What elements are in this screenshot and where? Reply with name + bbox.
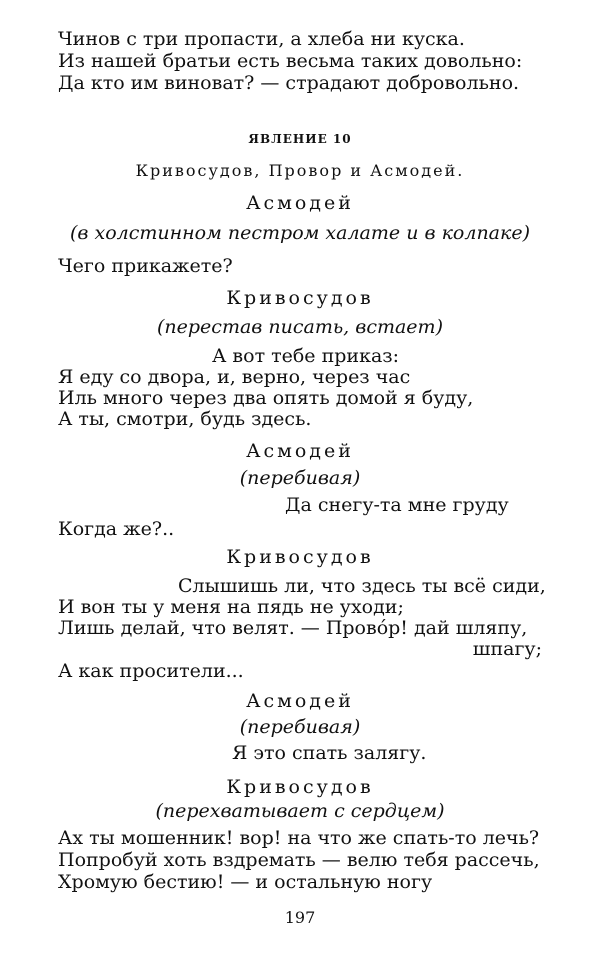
verse-line: шпагу; — [472, 638, 542, 660]
verse-line: Я это спать залягу. — [232, 742, 427, 764]
verse-line: Да кто им виноват? — страдают добровольно. — [58, 72, 520, 94]
page-number: 197 — [284, 908, 316, 927]
verse-line: Иль много через два опять домой я буду, — [58, 387, 474, 409]
speaker-name: Кривосудов — [226, 546, 374, 568]
stage-direction: (перехватывает с сердцем) — [155, 800, 445, 822]
verse-line: Я еду со двора, и, верно, через час — [58, 366, 411, 388]
speaker-name: Асмодей — [246, 440, 354, 462]
verse-line: Хромую бестию! — и остальную ногу — [58, 871, 433, 893]
verse-line: А ты, смотри, будь здесь. — [58, 408, 312, 430]
verse-line: Когда же?.. — [58, 518, 175, 540]
stage-direction: (в холстинном пестром халате и в колпаке) — [69, 222, 531, 244]
verse-line: Чего прикажете? — [58, 255, 233, 277]
speaker-name: Кривосудов — [226, 776, 374, 798]
speaker-name: Асмодей — [246, 192, 354, 214]
verse-line: Да снегу-та мне груду — [285, 494, 509, 516]
scene-heading: ЯВЛЕНИЕ 10 — [248, 132, 352, 146]
speaker-name: Асмодей — [246, 690, 354, 712]
verse-line: Ах ты мошенник! вор! на что же спать-то лечь? — [58, 827, 540, 849]
speaker-name: Кривосудов — [226, 287, 374, 309]
stage-direction: (перебивая) — [239, 716, 361, 738]
verse-line: А вот тебе приказ: — [212, 345, 400, 367]
verse-line: Чинов с три пропасти, а хлеба ни куска. — [58, 28, 465, 50]
stage-direction: (перебивая) — [239, 467, 361, 489]
verse-line: Попробуй хоть вздремать — велю тебя рассечь, — [58, 849, 540, 871]
cast-list: Кривосудов, Провор и Асмодей. — [135, 161, 465, 180]
verse-line: Из нашей братьи есть весьма таких довольно: — [58, 50, 523, 72]
verse-line: Лишь делай, что велят. — Провóр! дай шляпу, — [58, 617, 528, 639]
verse-line: И вон ты у меня на пядь не уходи; — [58, 596, 404, 618]
stage-direction: (перестав писать, встает) — [157, 316, 443, 338]
verse-line: Слышишь ли, что здесь ты всё сиди, — [178, 575, 546, 597]
verse-line: А как просители... — [58, 660, 244, 682]
